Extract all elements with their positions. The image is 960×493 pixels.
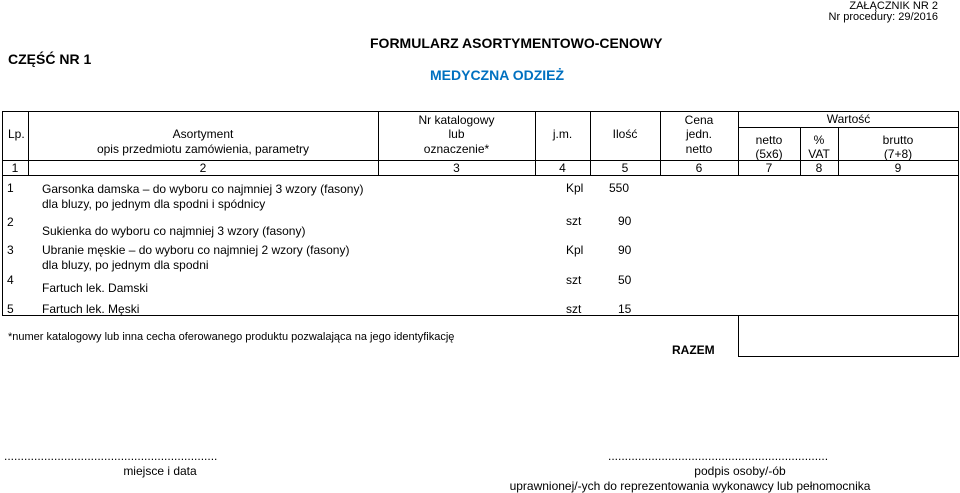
header-jm: j.m. [552,127,573,141]
row-quantity: 550 [609,181,630,195]
header-katalog-3: oznaczenie* [423,142,490,156]
col-number: 2 [199,161,207,175]
row-description: Garsonka damska – do wyboru co najmniej 3 wzory (fasony) [42,182,364,196]
row-unit: szt [566,273,582,287]
row-description-sub: dla bluzy, po jednym dla spodni i spódnicy [42,197,266,211]
header-cena-2: jedn. [685,127,713,141]
row-lp: 2 [7,215,14,229]
col-number: 5 [621,161,629,175]
place-date-label: miejsce i data [123,464,197,478]
header-vat-sub: VAT [808,147,830,161]
form-subtitle: MEDYCZNA ODZIEŻ [430,67,565,83]
header-cena-1: Cena [684,113,714,127]
header-brutto-sub: (7+8) [883,147,913,161]
row-description: Ubranie męskie – do wyboru co najmniej 2 wzory (fasony) [42,243,350,257]
header-lp: Lp. [8,127,25,141]
col-number: 6 [695,161,703,175]
col-number: 3 [453,161,460,175]
col-number: 9 [894,161,902,175]
header-katalog-2: lub [448,127,465,141]
attachment-label: ZAŁĄCZNIK NR 2 [849,0,938,12]
row-quantity: 90 [618,243,632,257]
total-label: RAZEM [672,343,715,357]
header-asortyment: Asortyment [172,127,234,141]
row-lp: 3 [7,243,14,257]
header-katalog-1: Nr katalogowy [418,113,495,127]
row-quantity: 50 [618,273,632,287]
signature-label-sub: uprawnionej/-ych do reprezentowania wykonawcy lub pełnomocnika [509,479,871,493]
footnote: *numer katalogowy lub inna cecha oferowanego produktu pozwalająca na jego identyfikację [8,331,455,343]
header-asortyment-sub: opis przedmiotu zamówienia, parametry [96,142,310,156]
signature-label: podpis osoby/-ób [694,464,786,478]
header-netto-sub: (5x6) [755,147,783,161]
row-unit: Kpl [566,243,584,257]
row-description: Fartuch lek. Damski [42,281,149,295]
signature-dots-right: .................................................................. [608,449,829,463]
row-description: Sukienka do wyboru co najmniej 3 wzory (fasony) [42,224,306,238]
row-lp: 5 [7,302,14,316]
row-quantity: 15 [618,302,632,316]
row-lp: 4 [7,273,14,287]
header-vat: % [813,133,825,147]
col-number: 8 [815,161,823,175]
header-brutto: brutto [882,133,914,147]
row-description-sub: dla bluzy, po jednym dla spodni [42,258,209,272]
row-unit: Kpl [566,181,584,195]
row-lp: 1 [7,181,14,195]
col-number: 1 [11,161,19,175]
row-quantity: 90 [618,214,632,228]
header-wartosc: Wartość [826,112,871,126]
form-title: FORMULARZ ASORTYMENTOWO-CENOWY [370,35,663,51]
row-unit: szt [566,214,582,228]
col-number: 7 [765,161,773,175]
row-unit: szt [566,302,582,316]
header-ilosc: Ilość [612,127,638,141]
header-netto: netto [755,133,783,147]
col-number: 4 [559,161,566,175]
header-cena-3: netto [685,142,713,156]
procedure-number: Nr procedury: 29/2016 [828,11,938,23]
row-description: Fartuch lek. Męski [42,302,140,316]
part-label: CZĘŚĆ NR 1 [8,51,92,67]
signature-dots-left: ................................................................ [4,449,218,463]
